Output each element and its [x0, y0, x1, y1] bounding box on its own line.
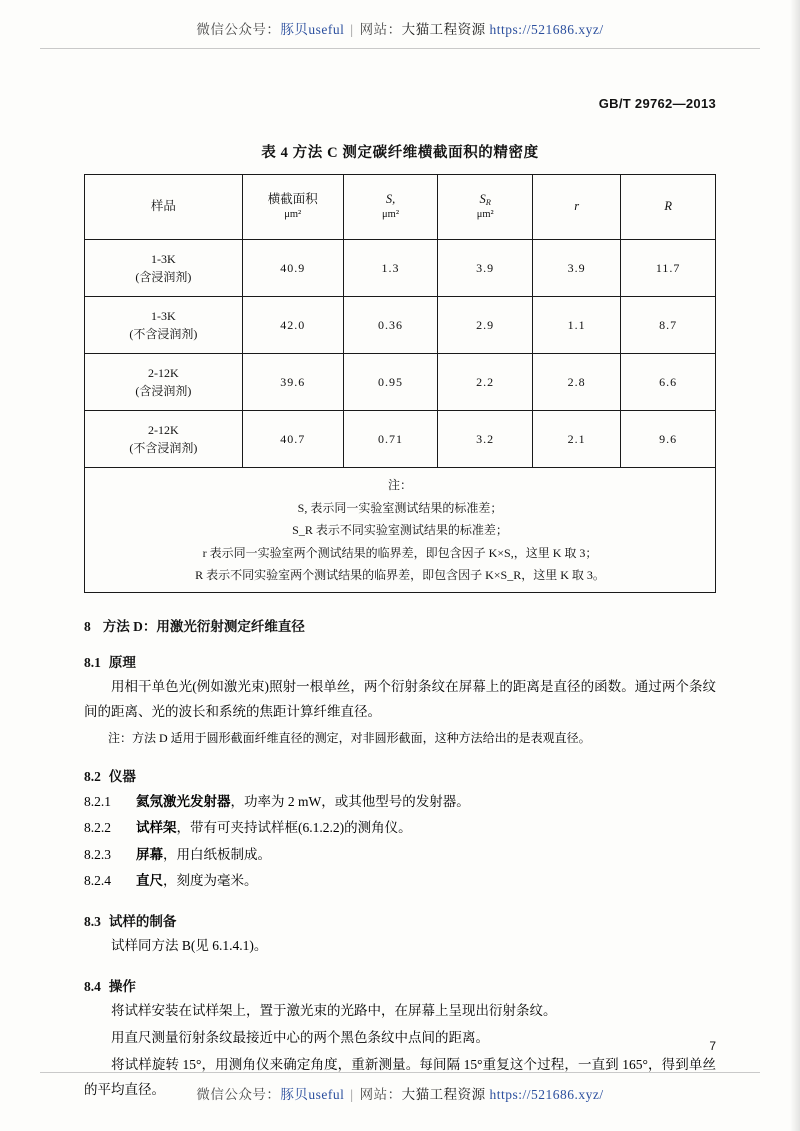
notes-line-2: S_R 表示不同实验室测试结果的标准差；: [292, 523, 508, 538]
header-sample-label: 样品: [150, 199, 176, 214]
item-1-number: 8.2.1: [84, 794, 111, 810]
watermark-site-name: 大猫工程资源: [401, 22, 486, 37]
section-heading-8-1: [84, 651, 716, 671]
cell-bigr: 9.6: [621, 411, 716, 468]
cell-sr: 2.2: [438, 354, 533, 411]
cell-area: 42.0: [242, 297, 343, 354]
header-cell-sample: [85, 175, 243, 240]
watermark-site-name-bottom: 大猫工程资源: [401, 1087, 486, 1102]
instrument-item-3: [84, 842, 716, 868]
table-caption: 表 4 方法 C 测定碳纤维横截面积的精密度: [261, 145, 539, 161]
watermark-site-label-bottom: 网站：: [359, 1087, 402, 1102]
item-4-desc: ，刻度为毫米。: [163, 873, 258, 888]
section-heading-8-4: [84, 975, 716, 995]
cell-s: 0.36: [343, 297, 438, 354]
standard-number: GB/T 29762—2013: [598, 96, 716, 111]
footer-rule: [40, 1072, 760, 1073]
table-header-row: [85, 175, 716, 240]
cell-area: 39.6: [242, 354, 343, 411]
header-cell-s: [343, 175, 438, 240]
sample-line1: 1-3K: [151, 309, 176, 323]
table-row: [85, 354, 716, 411]
notes-line-1: S, 表示同一实验室测试结果的标准差；: [297, 501, 503, 516]
notes-title: 注：: [387, 478, 412, 492]
section-84-paragraph-2: 用直尺测量衍射条纹最接近中心的两个黑色条纹中点间的距离。: [111, 1030, 489, 1046]
cell-s: 1.3: [343, 240, 438, 297]
section-81-number: 8.1: [84, 654, 101, 670]
item-4-number: 8.2.4: [84, 873, 111, 888]
item-1-desc: ，功率为 2 mW，或其他型号的发射器。: [230, 794, 470, 810]
cell-s: 0.95: [343, 354, 438, 411]
item-2-number: 8.2.2: [84, 820, 111, 836]
watermark-prefix: 微信公众号：: [196, 22, 281, 37]
notes-line-4: R 表示不同实验室两个测试结果的临界差，即包含因子 K×S_R，这里 K 取 3。: [195, 567, 605, 582]
section-8-title: 方法 D：用激光衍射测定纤维直径: [102, 618, 305, 634]
table-notes-row: [85, 468, 716, 593]
header-sr-label: $S_R$: [479, 192, 491, 208]
cell-area: 40.7: [242, 411, 343, 468]
section-84-paragraph-1: 将试样安装在试样架上，置于激光束的光路中，在屏幕上呈现出衍射条纹。: [111, 1003, 557, 1019]
watermark-separator: |: [350, 22, 354, 37]
watermark-url: https://521686.xyz/: [489, 22, 604, 37]
section-84-title: 操作: [108, 979, 136, 995]
page-content: [84, 96, 716, 1105]
section-heading-8-3: [84, 910, 716, 930]
item-3-number: 8.2.3: [84, 846, 111, 862]
cell-r: 1.1: [532, 297, 620, 354]
sample-line2: (含浸润剂): [135, 270, 192, 284]
cell-s: 0.71: [343, 411, 438, 468]
table-notes: [85, 468, 716, 593]
watermark-top: [0, 18, 800, 38]
instrument-item-4: [84, 868, 716, 894]
sample-line2: (不含浸润剂): [129, 441, 198, 455]
cell-sr: 3.9: [438, 240, 533, 297]
watermark-site-label: 网站：: [359, 22, 402, 37]
cell-bigr: 6.6: [621, 354, 716, 411]
section-heading-8: [84, 615, 716, 635]
sample-line1: 1-3K: [151, 252, 176, 266]
sample-line1: 2-12K: [148, 366, 179, 380]
instrument-item-2: [84, 815, 716, 841]
header-area-unit: μm²: [284, 208, 302, 220]
cell-sample: [85, 411, 243, 468]
cell-bigr: 11.7: [621, 240, 716, 297]
section-83-title: 试样的制备: [108, 914, 177, 930]
section-81-paragraph: 用相干单色光(例如激光束)照射一根单丝，两个衍射条纹在屏幕上的距离是直径的函数。通过两个条纹间的距离、光的波长和系统的焦距计算纤维直径。: [84, 678, 716, 719]
item-1-term: 氦氖激光发射器: [136, 794, 231, 810]
section-82-title: 仪器: [108, 769, 136, 785]
item-4-term: 直尺: [136, 873, 163, 888]
header-cell-bigr: [621, 175, 716, 240]
section-heading-8-2: [84, 765, 716, 785]
cell-r: 3.9: [532, 240, 620, 297]
table-row: [85, 411, 716, 468]
table-row: [85, 297, 716, 354]
watermark-account-bottom: 豚贝useful: [280, 1087, 345, 1102]
page-number: 7: [709, 1039, 716, 1053]
header-sr-unit: μm²: [476, 209, 494, 221]
instrument-item-1: [84, 789, 716, 815]
cell-sr: 3.2: [438, 411, 533, 468]
sample-line2: (含浸润剂): [135, 384, 192, 398]
header-bigr-label: R: [664, 199, 672, 214]
watermark-account: 豚贝useful: [280, 22, 345, 37]
cell-sr: 2.9: [438, 297, 533, 354]
section-8-number: 8: [84, 618, 91, 634]
cell-bigr: 8.7: [621, 297, 716, 354]
cell-area: 40.9: [242, 240, 343, 297]
watermark-separator-bottom: |: [350, 1087, 354, 1102]
header-s-label: S,: [385, 192, 396, 207]
cell-sample: [85, 240, 243, 297]
sample-line2: (不含浸润剂): [129, 327, 198, 341]
watermark-prefix-bottom: 微信公众号：: [196, 1087, 281, 1102]
header-area-label: 横截面积: [267, 192, 318, 207]
notes-line-3: r 表示同一实验室两个测试结果的临界差，即包含因子 K×S,，这里 K 取 3；: [202, 545, 598, 560]
header-r-label: r: [574, 199, 580, 214]
section-82-number: 8.2: [84, 769, 101, 785]
item-3-desc: ，用白纸板制成。: [163, 846, 271, 862]
header-s-unit: μm²: [382, 208, 399, 220]
section-81-note: 注：方法 D 适用于圆形截面纤维直径的测定，对非圆形截面，这种方法给出的是表观直径。: [108, 730, 591, 745]
cell-sample: [85, 354, 243, 411]
table-row: [85, 240, 716, 297]
header-cell-r: [532, 175, 620, 240]
watermark-url-bottom: https://521686.xyz/: [489, 1087, 604, 1102]
section-83-number: 8.3: [84, 914, 101, 930]
sample-line1: 2-12K: [148, 423, 179, 437]
precision-table: [84, 174, 716, 593]
section-84-paragraph-3: 将试样旋转 15°，用测角仪来确定角度，重新测量。每间隔 15°重复这个过程，一直到 165°，得到单丝的平均直径。: [84, 1057, 716, 1098]
item-2-desc: ，带有可夹持试样框(6.1.2.2)的测角仪。: [176, 820, 412, 836]
section-81-title: 原理: [108, 654, 136, 670]
cell-sample: [85, 297, 243, 354]
item-3-term: 屏幕: [136, 846, 163, 862]
header-cell-area: [242, 175, 343, 240]
watermark-bottom: [0, 1083, 800, 1103]
section-83-paragraph: 试样同方法 B(见 6.1.4.1)。: [111, 938, 268, 954]
cell-r: 2.8: [532, 354, 620, 411]
header-rule: [40, 48, 760, 49]
section-84-number: 8.4: [84, 979, 101, 995]
header-cell-sr: [438, 175, 533, 240]
item-2-term: 试样架: [136, 820, 177, 836]
cell-r: 2.1: [532, 411, 620, 468]
